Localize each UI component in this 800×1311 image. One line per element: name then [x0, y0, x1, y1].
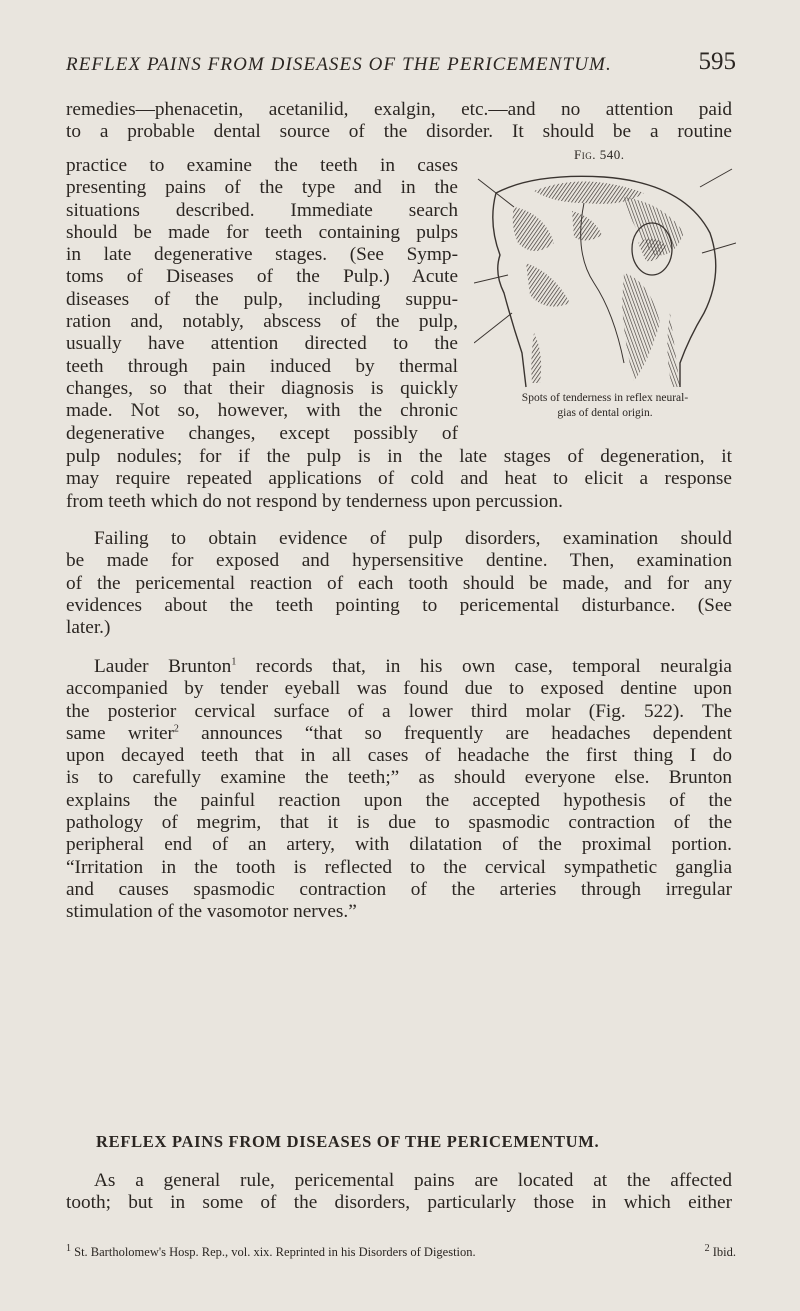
footnote-mark: 2: [704, 1242, 710, 1254]
text-line: teeth through pain induced by thermal: [66, 355, 458, 377]
footnote-2: [704, 1242, 736, 1260]
footnote-mark: 1: [66, 1242, 71, 1254]
wrapped-paragraph: [66, 155, 458, 445]
text-line: ration and, notably, abscess of the pulp,: [66, 311, 458, 333]
text-line: the posterior cervical surface of a lower third molar (Fig. 522). The: [66, 700, 732, 722]
text-fragment: same writer: [66, 722, 174, 744]
page-number: 595: [698, 48, 736, 75]
footnote-text: St. Bartholomew's Hosp. Rep., vol. xix. Reprinted in his Disorders of Digestion.: [71, 1245, 476, 1259]
opening-lines: [66, 99, 732, 144]
footnote-text: Ibid.: [709, 1245, 736, 1259]
text-fragment: records that, in his own case, temporal neuralgia: [236, 656, 732, 677]
footnote-ref: 2: [173, 723, 179, 735]
text-line: made. Not so, however, with the chronic: [66, 400, 458, 422]
figure-label: Fig. 540.: [574, 147, 625, 162]
paragraph-2: [66, 528, 732, 639]
text-line: of the pericemental reaction of each tooth should be made, and for any: [66, 572, 732, 594]
text-line: Failing to obtain evidence of pulp disorders, examination should: [94, 528, 732, 549]
text-line: and causes spasmodic contraction of the arteries through irregular: [66, 878, 732, 900]
text-line: from teeth which do not respond by tenderness upon percussion.: [66, 490, 563, 512]
text-line: is to carefully examine the teeth;” as should everyone else. Brunton: [66, 767, 732, 789]
text-line: usually have attention directed to the: [66, 333, 458, 355]
text-line: pathology of megrim, that it is due to spasmodic contraction of the: [66, 812, 732, 834]
section-paragraph: [66, 1170, 732, 1215]
text-line: evidences about the teeth pointing to pericemental disturbance. (See: [66, 594, 732, 616]
text-line: should be made for teeth containing pulps: [66, 221, 458, 243]
text-line: be made for exposed and hypersensitive dentine. Then, examination: [66, 550, 732, 572]
running-head: REFLEX PAINS FROM DISEASES OF THE PERICEMENTUM.: [66, 54, 612, 75]
caption-line: gias of dental origin.: [557, 407, 653, 419]
text-line: “Irritation in the tooth is reflected to the cervical sympathetic ganglia: [66, 856, 732, 878]
text-fragment: announces “that so frequently are headaches dependent: [178, 722, 732, 744]
text-line: peripheral end of an artery, with dilatation of the proximal portion.: [66, 834, 732, 856]
text-line: [66, 656, 732, 678]
text-line: As a general rule, pericemental pains are located at the affected: [94, 1170, 732, 1191]
text-line: presenting pains of the type and in the: [66, 177, 458, 199]
text-line: changes, so that their diagnosis is quickly: [66, 377, 458, 399]
text-line: pulp nodules; for if the pulp is in the late stages of degeneration, it: [66, 446, 732, 467]
footnote-1: [66, 1242, 476, 1260]
text-line: in late degenerative stages. (See Symp-: [66, 244, 458, 266]
footnote-ref: 1: [231, 656, 237, 668]
paragraph-1-continued: [66, 446, 732, 513]
author-name: Lauder Brunton: [94, 656, 232, 677]
paragraph-3: [66, 656, 732, 924]
text-line: later.): [66, 617, 111, 639]
text-line: upon decayed teeth that in all cases of headache the first thing I do: [66, 745, 732, 767]
text-line: situations described. Immediate search: [66, 199, 458, 221]
section-heading: REFLEX PAINS FROM DISEASES OF THE PERICEMENTUM.: [96, 1132, 600, 1151]
page-header: [66, 48, 736, 88]
text-line: tooth; but in some of the disorders, particularly those in which either: [66, 1192, 732, 1214]
caption-line: Spots of tenderness in reflex neural-: [521, 392, 689, 404]
text-line: [66, 723, 732, 745]
text-line: explains the painful reaction upon the accepted hypothesis of the: [66, 789, 732, 811]
figure-540: [474, 147, 736, 425]
text-line: may require repeated applications of cold and heat to elicit a response: [66, 468, 732, 490]
text-line: to a probable dental source of the disorder. It should be a routine: [66, 121, 732, 143]
figure-caption: [474, 391, 736, 421]
text-line: degenerative changes, except possibly of: [66, 422, 458, 444]
text-line: remedies—phenacetin, acetanilid, exalgin, etc.—and no attention paid: [66, 99, 732, 120]
text-line: practice to examine the teeth in cases: [66, 155, 458, 176]
text-line: diseases of the pulp, including suppu-: [66, 288, 458, 310]
text-line: toms of Diseases of the Pulp.) Acute: [66, 266, 458, 288]
anatomical-head-illustration: [474, 163, 736, 389]
text-line: stimulation of the vasomotor nerves.”: [66, 901, 357, 923]
text-line: accompanied by tender eyeball was found due to exposed dentine upon: [66, 678, 732, 700]
